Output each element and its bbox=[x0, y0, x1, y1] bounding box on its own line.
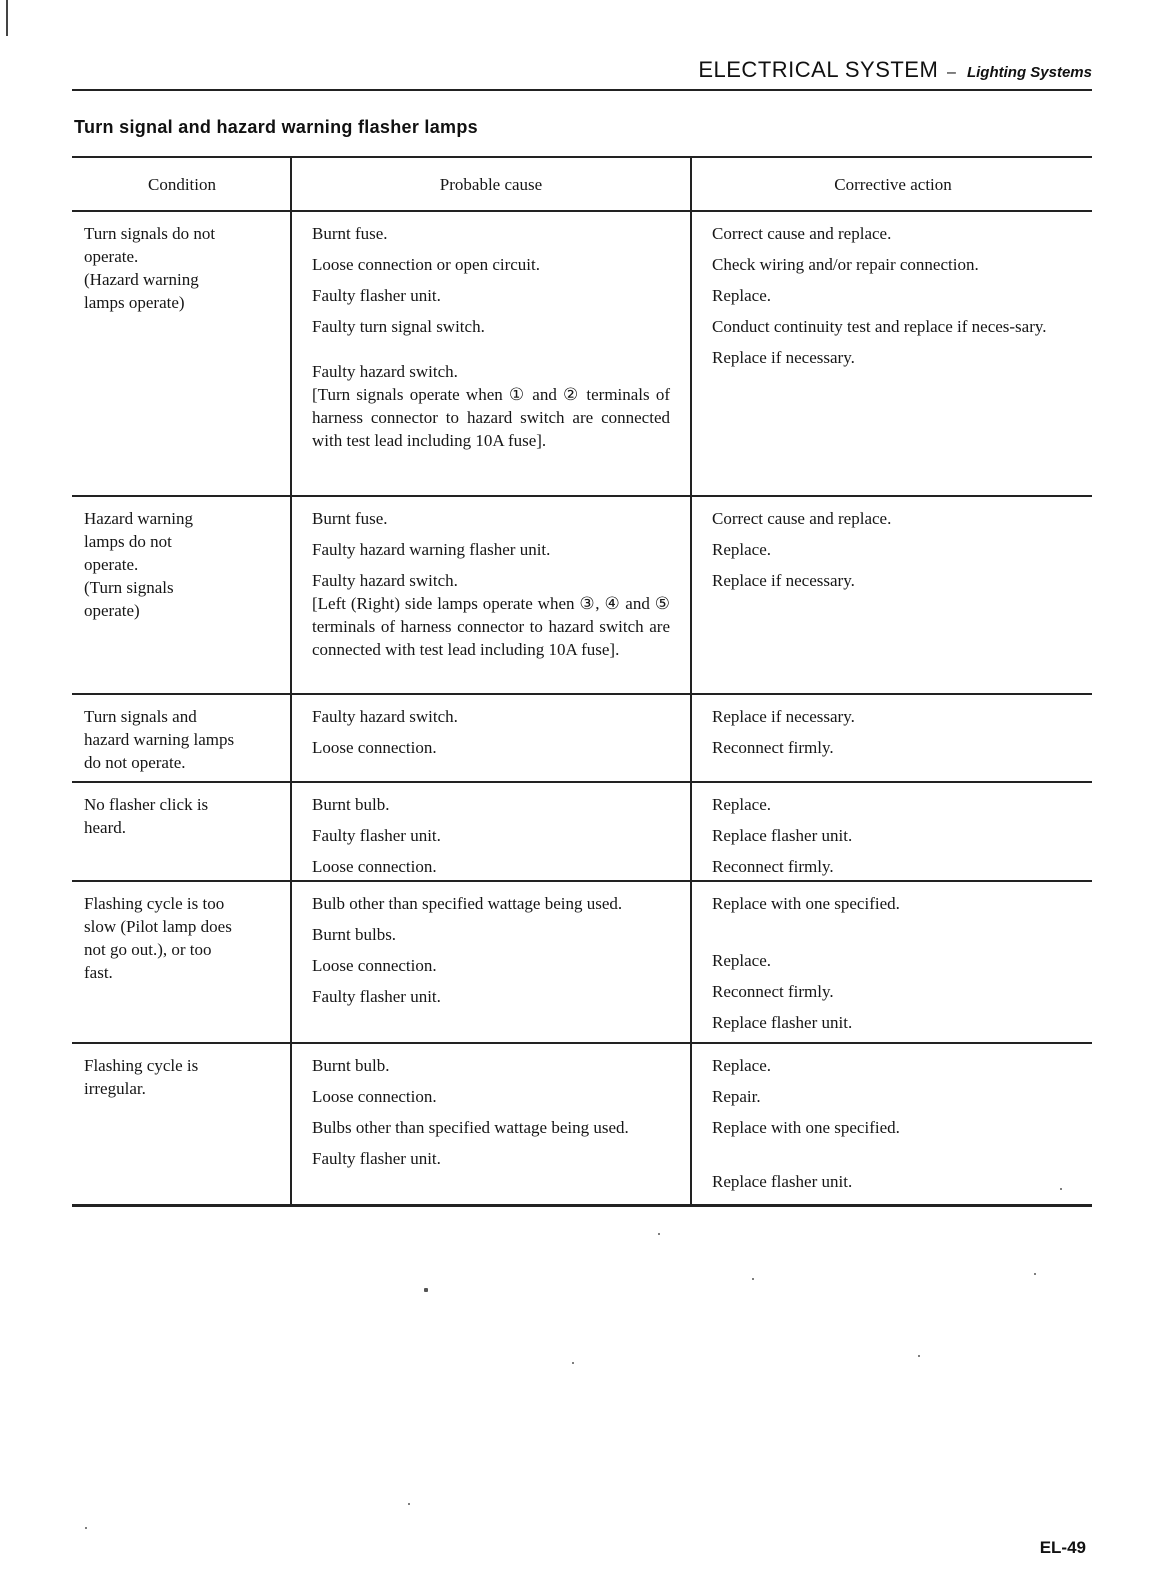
condition-line: operate. bbox=[84, 555, 139, 574]
action-item: Repair. bbox=[712, 1087, 761, 1106]
condition-line: irregular. bbox=[84, 1079, 146, 1098]
cause-item: Burnt bulb. bbox=[312, 795, 390, 814]
cause-item: [Turn signals operate when ① and ② terminals of harness connector to hazard switch are connected with test lead including 10A fuse]. bbox=[312, 385, 670, 450]
condition-line: Turn signals do not bbox=[84, 224, 216, 243]
condition-line: operate. bbox=[84, 247, 139, 266]
scan-speck bbox=[424, 1288, 428, 1292]
header-title: ELECTRICAL SYSTEM bbox=[698, 57, 939, 82]
condition-line: fast. bbox=[84, 963, 113, 982]
cause-item: Faulty hazard switch. bbox=[312, 707, 458, 726]
condition-line: lamps do not bbox=[84, 532, 172, 551]
table-row bbox=[72, 882, 1092, 1044]
action-item: Replace flasher unit. bbox=[712, 1013, 853, 1032]
cause-item: [Left (Right) side lamps operate when ③, ④ and ⑤ terminals of harness connector to hazard switch are connected with test lead including 10A fuse]. bbox=[312, 594, 670, 659]
cause-cell bbox=[290, 212, 690, 495]
action-item: Conduct continuity test and replace if neces-sary. bbox=[712, 317, 1047, 336]
action-cell bbox=[690, 212, 1092, 495]
cause-item: Faulty flasher unit. bbox=[312, 286, 441, 305]
condition-line: not go out.), or too bbox=[84, 940, 212, 959]
action-item: Replace if necessary. bbox=[712, 571, 855, 590]
condition-line: operate) bbox=[84, 601, 140, 620]
section-title: Turn signal and hazard warning flasher lamps bbox=[74, 117, 478, 137]
troubleshooting-table bbox=[72, 156, 1092, 1207]
cause-item: Faulty hazard warning flasher unit. bbox=[312, 540, 551, 559]
action-item: Reconnect firmly. bbox=[712, 857, 834, 876]
table-row bbox=[72, 695, 1092, 783]
cause-item: Burnt fuse. bbox=[312, 224, 388, 243]
cause-item: Loose connection. bbox=[312, 857, 437, 876]
condition-line: lamps operate) bbox=[84, 293, 185, 312]
condition-cell bbox=[72, 695, 290, 781]
cause-item: Faulty hazard switch. bbox=[312, 571, 458, 590]
action-item: Correct cause and replace. bbox=[712, 509, 892, 528]
action-item: Replace. bbox=[712, 1056, 771, 1075]
action-item: Correct cause and replace. bbox=[712, 224, 892, 243]
scan-speck bbox=[408, 1503, 410, 1505]
table-row bbox=[72, 1044, 1092, 1204]
condition-line: Turn signals and bbox=[84, 707, 197, 726]
condition-cell bbox=[72, 882, 290, 1042]
action-item: Replace if necessary. bbox=[712, 707, 855, 726]
condition-line: Flashing cycle is bbox=[84, 1056, 199, 1075]
condition-cell bbox=[72, 1044, 290, 1204]
cause-item: Faulty turn signal switch. bbox=[312, 317, 485, 336]
scan-speck bbox=[752, 1278, 754, 1280]
table-row bbox=[72, 783, 1092, 882]
condition-cell bbox=[72, 212, 290, 495]
scan-speck bbox=[572, 1362, 574, 1364]
condition-line: slow (Pilot lamp does bbox=[84, 917, 232, 936]
action-item: Reconnect firmly. bbox=[712, 982, 834, 1001]
cause-item: Bulb other than specified wattage being used. bbox=[312, 894, 623, 913]
table-header-row bbox=[72, 158, 1092, 212]
condition-line: Flashing cycle is too bbox=[84, 894, 225, 913]
condition-cell bbox=[72, 497, 290, 693]
action-cell bbox=[690, 695, 1092, 781]
scan-speck bbox=[85, 1527, 87, 1529]
condition-line: (Hazard warning bbox=[84, 270, 199, 289]
cause-item: Burnt fuse. bbox=[312, 509, 388, 528]
cause-item: Faulty flasher unit. bbox=[312, 826, 441, 845]
cause-item: Faulty flasher unit. bbox=[312, 1149, 441, 1168]
action-item: Replace. bbox=[712, 286, 771, 305]
cause-cell bbox=[290, 783, 690, 880]
cause-cell bbox=[290, 695, 690, 781]
page-number: EL-49 bbox=[1039, 1538, 1086, 1557]
scan-speck bbox=[918, 1355, 920, 1357]
cause-item: Faulty hazard switch. bbox=[312, 362, 458, 381]
table-row bbox=[72, 497, 1092, 695]
cause-item: Bulbs other than specified wattage being used. bbox=[312, 1118, 629, 1137]
cause-item: Burnt bulb. bbox=[312, 1056, 390, 1075]
column-header-cause: Probable cause bbox=[290, 158, 690, 210]
column-header-action: Corrective action bbox=[690, 158, 1092, 210]
condition-line: No flasher click is bbox=[84, 795, 209, 814]
condition-line: Hazard warning bbox=[84, 509, 194, 528]
action-item: Replace with one specified. bbox=[712, 1118, 900, 1137]
action-item: Reconnect firmly. bbox=[712, 738, 834, 757]
action-cell bbox=[690, 497, 1092, 693]
action-cell bbox=[690, 882, 1092, 1042]
condition-line: do not operate. bbox=[84, 753, 186, 772]
condition-line: heard. bbox=[84, 818, 127, 837]
condition-line: (Turn signals bbox=[84, 578, 174, 597]
header-separator: – bbox=[946, 64, 957, 81]
condition-cell bbox=[72, 783, 290, 880]
cause-cell bbox=[290, 1044, 690, 1204]
cause-item: Faulty flasher unit. bbox=[312, 987, 441, 1006]
cause-item: Loose connection or open circuit. bbox=[312, 255, 541, 274]
action-item: Replace. bbox=[712, 540, 771, 559]
running-header bbox=[698, 57, 1092, 83]
action-cell bbox=[690, 783, 1092, 880]
action-cell bbox=[690, 1044, 1092, 1204]
action-item: Replace flasher unit. bbox=[712, 826, 853, 845]
cause-item: Loose connection. bbox=[312, 1087, 437, 1106]
table-row bbox=[72, 212, 1092, 497]
action-item: Replace. bbox=[712, 951, 771, 970]
scan-speck bbox=[1060, 1188, 1062, 1190]
header-subtitle: Lighting Systems bbox=[966, 64, 1092, 81]
action-item: Check wiring and/or repair connection. bbox=[712, 255, 979, 274]
scan-speck bbox=[1034, 1273, 1036, 1275]
action-item: Replace. bbox=[712, 795, 771, 814]
header-rule bbox=[72, 89, 1092, 91]
column-header-condition: Condition bbox=[147, 175, 216, 194]
action-item: Replace if necessary. bbox=[712, 348, 855, 367]
cause-item: Loose connection. bbox=[312, 956, 437, 975]
action-item: Replace with one specified. bbox=[712, 894, 900, 913]
cause-cell bbox=[290, 497, 690, 693]
cause-item: Burnt bulbs. bbox=[312, 925, 397, 944]
cause-item: Loose connection. bbox=[312, 738, 437, 757]
condition-line: hazard warning lamps bbox=[84, 730, 235, 749]
scan-speck bbox=[658, 1233, 660, 1235]
cause-cell bbox=[290, 882, 690, 1042]
scan-edge-mark bbox=[6, 0, 8, 36]
action-item: Replace flasher unit. bbox=[712, 1172, 853, 1191]
